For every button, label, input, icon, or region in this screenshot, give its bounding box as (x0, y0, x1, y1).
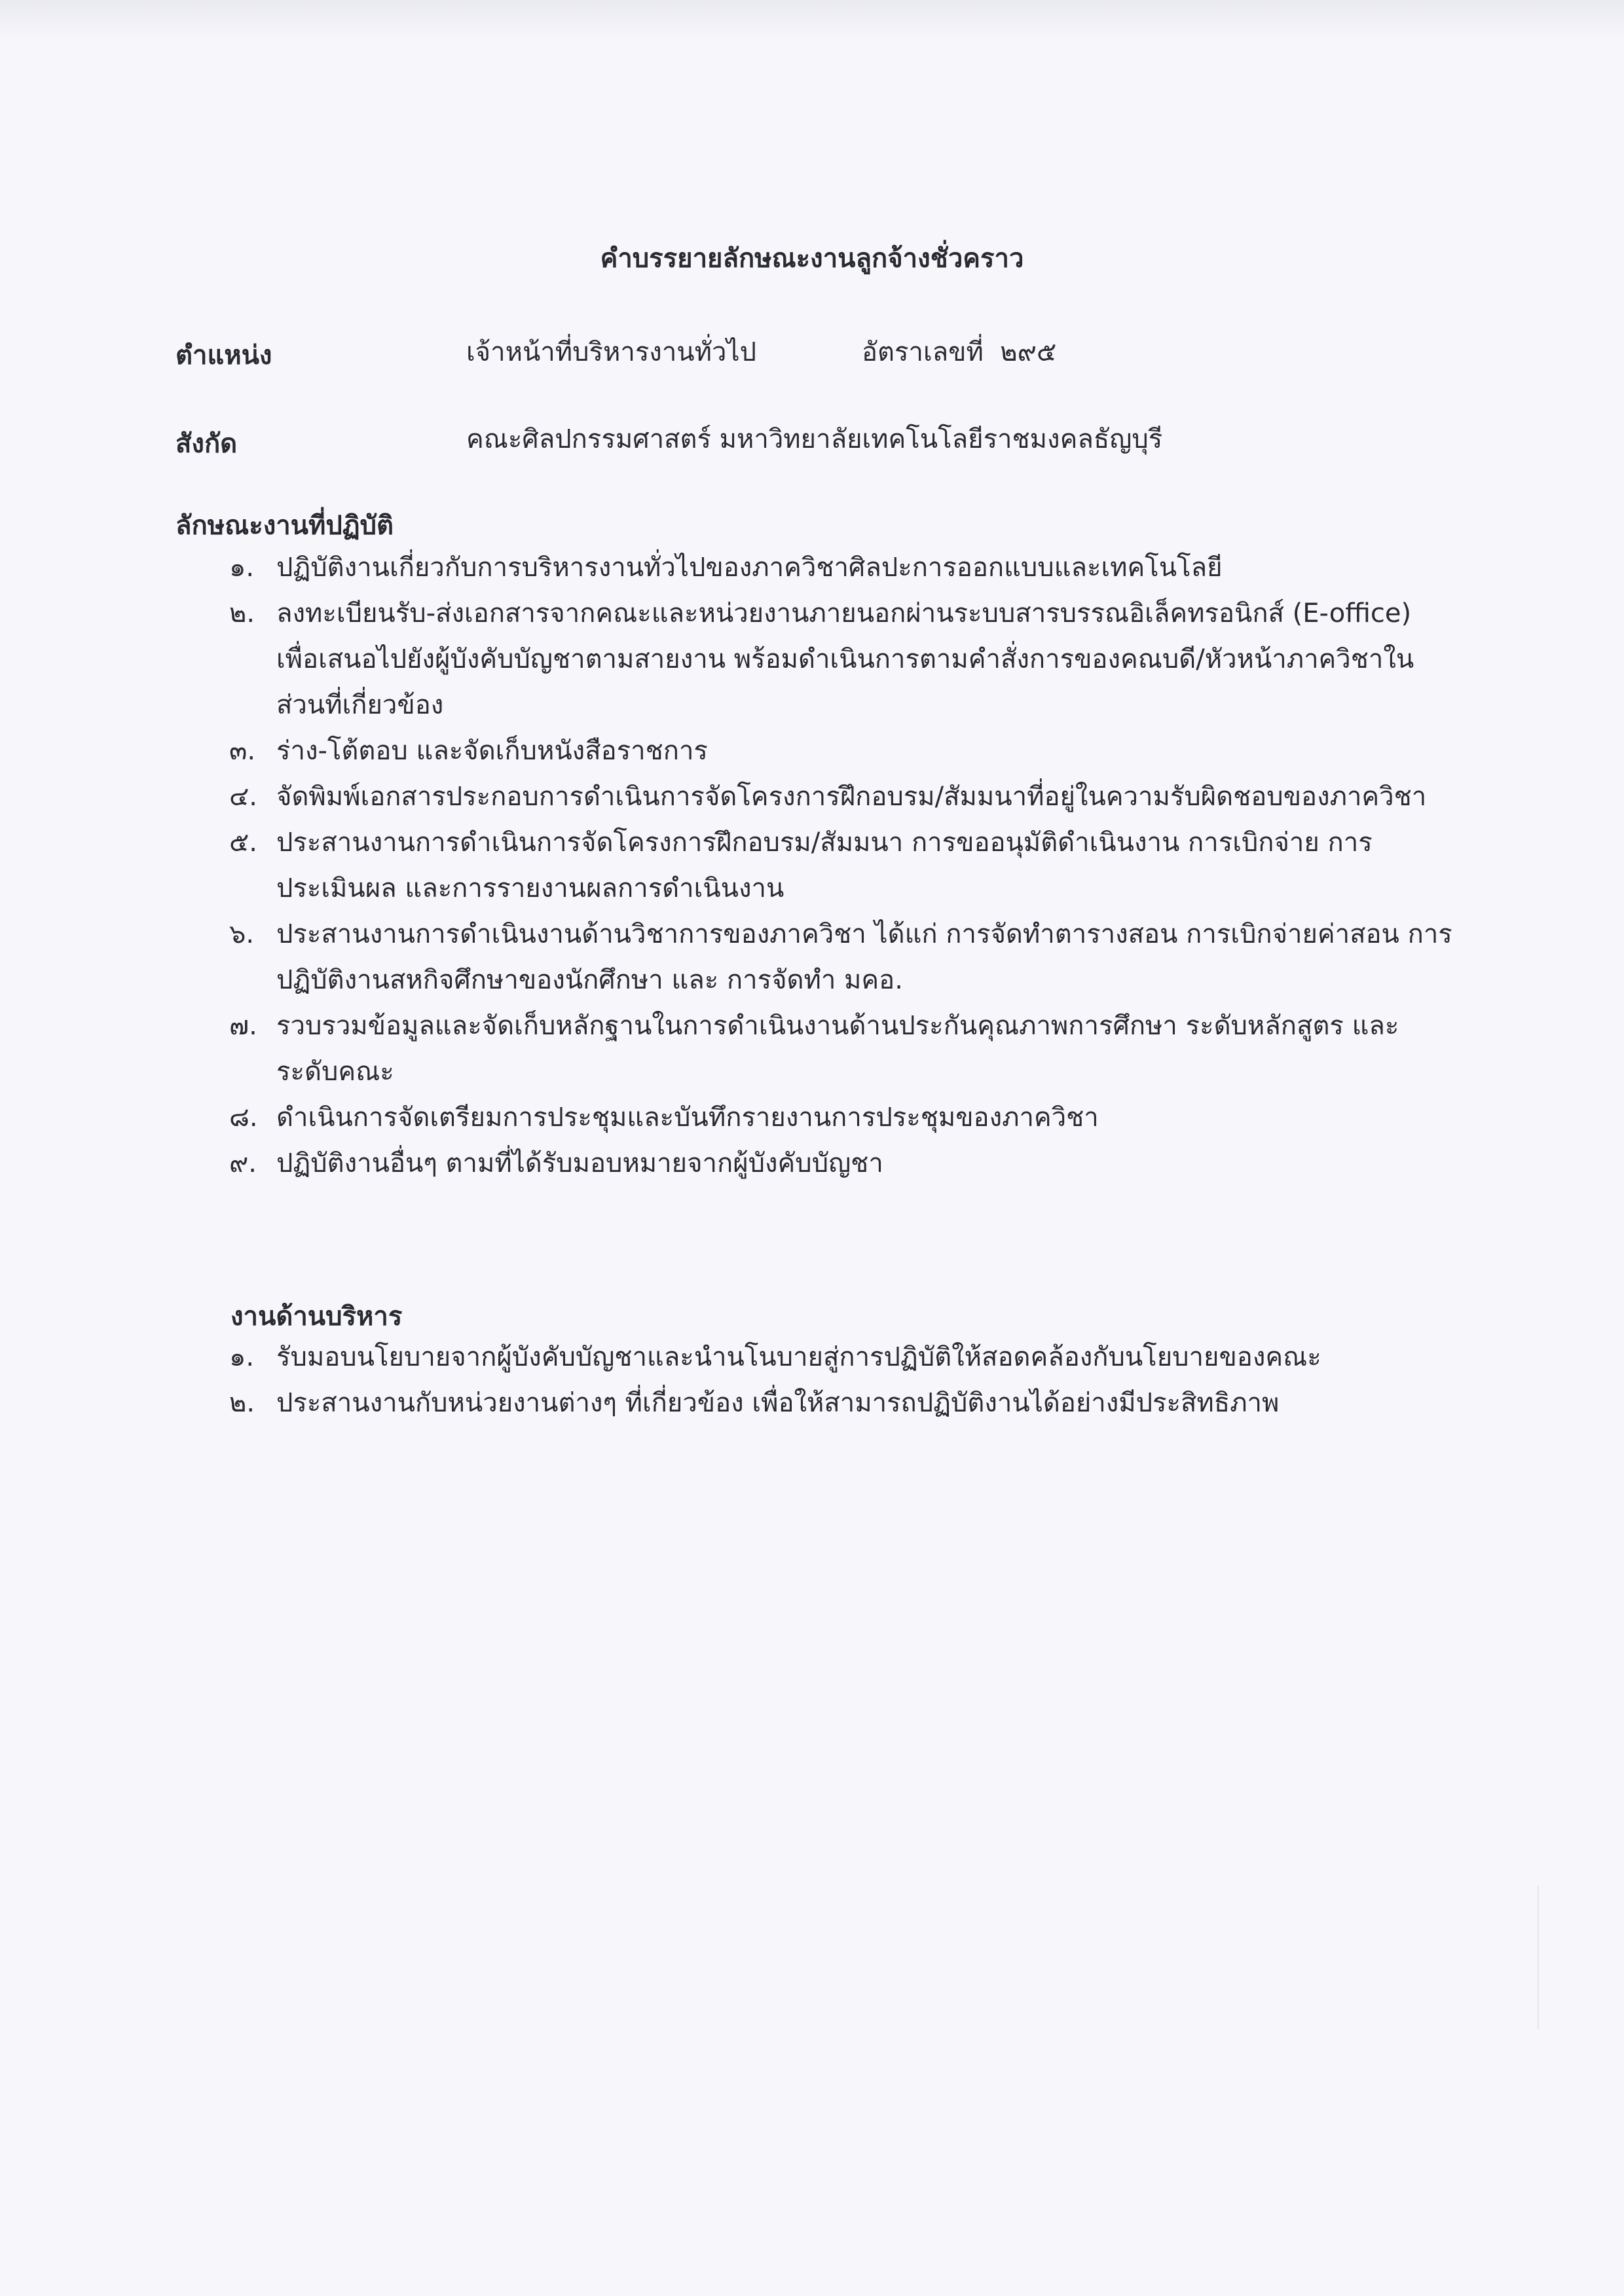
item-number: ๘. (229, 1102, 258, 1133)
position-value: เจ้าหน้าที่บริหารงานทั่วไป (466, 337, 756, 367)
item-text: ดำเนินการจัดเตรียมการประชุมและบันทึกรายงานการประชุมของภาควิชา (276, 1102, 1099, 1133)
admin-heading: งานด้านบริหาร (231, 1302, 403, 1332)
duties-list (229, 545, 1460, 1186)
item-number: ๗. (229, 1011, 257, 1041)
item-text: ปฏิบัติงานอื่นๆ ตามที่ได้รับมอบหมายจากผู้บังคับบัญชา (276, 1148, 883, 1178)
list-item (229, 728, 1460, 774)
item-text: รวบรวมข้อมูลและจัดเก็บหลักฐานในการดำเนินงานด้านประกันคุณภาพการศึกษา ระดับหลักสูตร และระดับคณะ (276, 1011, 1399, 1087)
document-title: คำบรรยายลักษณะงานลูกจ้างชั่วคราว (600, 244, 1024, 274)
item-number: ๔. (229, 782, 257, 812)
list-item (229, 1003, 1460, 1095)
rate-number (862, 331, 1056, 373)
affiliation-value: คณะศิลปกรรมศาสตร์ มหาวิทยาลัยเทคโนโลยีราชมงคลธัญบุรี (466, 424, 1163, 454)
list-item (229, 774, 1460, 820)
list-item (229, 591, 1460, 728)
list-item (229, 1380, 1460, 1426)
list-item (229, 1334, 1460, 1380)
item-text: ประสานงานการดำเนินงานด้านวิชาการของภาควิชา ได้แก่ การจัดทำตารางสอน การเบิกจ่ายค่าสอน การปฏิบัติงานสหกิจศึกษาของนักศึกษา และ การจัดทำ มคอ. (276, 919, 1452, 995)
rate-label: อัตราเลขที่ (862, 337, 984, 367)
list-item (229, 820, 1460, 911)
list-item (229, 1140, 1460, 1186)
duties-heading: ลักษณะงานที่ปฏิบัติ (175, 511, 394, 541)
affiliation-label: สังกัด (175, 429, 238, 459)
scan-shadow (0, 0, 1624, 39)
scan-edge-mark (1538, 1886, 1539, 2030)
item-text: ร่าง-โต้ตอบ และจัดเก็บหนังสือราชการ (276, 736, 708, 766)
rate-value: ๒๙๕ (1000, 337, 1057, 367)
item-text: จัดพิมพ์เอกสารประกอบการดำเนินการจัดโครงการฝึกอบรม/สัมมนาที่อยู่ในความรับผิดชอบของภาควิชา (276, 782, 1427, 812)
item-text: ลงทะเบียนรับ-ส่งเอกสารจากคณะและหน่วยงานภายนอกผ่านระบบสารบรรณอิเล็คทรอนิกส์ (E-office) เพื่อเสนอไปยังผู้บังคับบัญชาตามสายงาน พร้อมดำเนินการตามคำสั่งการของคณบดี/หัวหน้าภาควิชาในส่วนที่เกี่ยวข้อง (276, 598, 1414, 720)
item-number: ๒. (229, 1388, 255, 1418)
item-number: ๖. (229, 919, 255, 949)
position-label: ตำแหน่ง (175, 340, 272, 371)
list-item (229, 545, 1460, 591)
item-text: ประสานงานกับหน่วยงานต่างๆ ที่เกี่ยวข้อง เพื่อให้สามารถปฏิบัติงานได้อย่างมีประสิทธิภาพ (276, 1388, 1280, 1418)
item-text: ปฏิบัติงานเกี่ยวกับการบริหารงานทั่วไปของภาควิชาศิลปะการออกแบบและเทคโนโลยี (276, 553, 1223, 583)
list-item (229, 1095, 1460, 1140)
item-number: ๓. (229, 736, 256, 766)
item-text: รับมอบนโยบายจากผู้บังคับบัญชาและนำนโนบายสู่การปฏิบัติให้สอดคล้องกับนโยบายของคณะ (276, 1342, 1321, 1372)
item-number: ๕. (229, 828, 257, 858)
admin-list (229, 1334, 1460, 1426)
item-text: ประสานงานการดำเนินการจัดโครงการฝึกอบรม/สัมมนา การขออนุมัติดำเนินงาน การเบิกจ่าย การประเมินผล และการรายงานผลการดำเนินงาน (276, 828, 1373, 903)
item-number: ๒. (229, 598, 255, 629)
item-number: ๙. (229, 1148, 257, 1178)
item-number: ๑. (229, 1342, 255, 1372)
item-number: ๑. (229, 553, 255, 583)
list-item (229, 911, 1460, 1003)
